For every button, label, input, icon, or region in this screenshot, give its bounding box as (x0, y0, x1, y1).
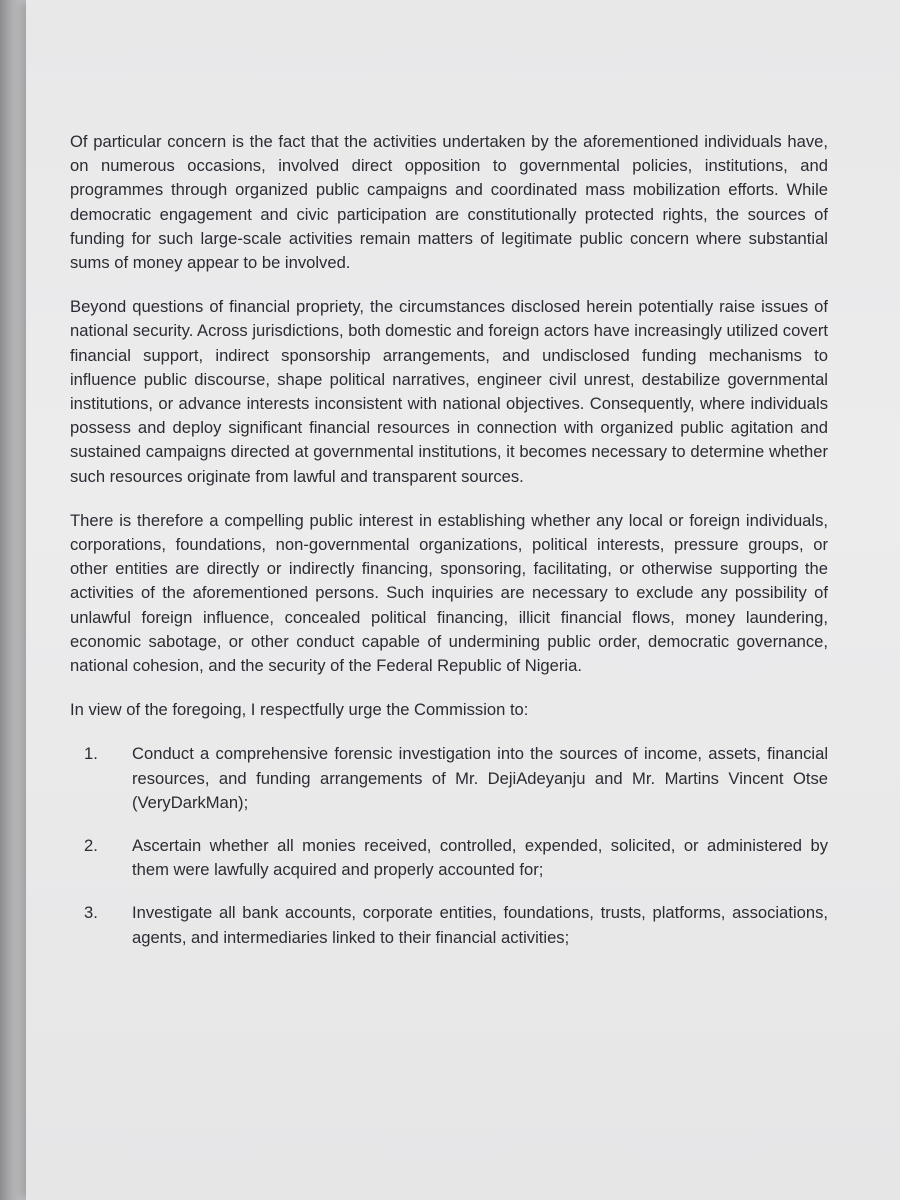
request-item-3 (70, 901, 828, 949)
request-item-number: 3. (84, 903, 98, 923)
request-intro: In view of the foregoing, I respectfully urge the Commission to: (70, 700, 529, 720)
request-item-text: Ascertain whether all monies received, controlled, expended, solicited, or administered by them were lawfully acquired and properly accounted for; (132, 836, 828, 880)
request-item-number: 1. (84, 744, 98, 764)
request-item-2 (70, 834, 828, 882)
paragraph-national-security: Beyond questions of financial propriety, the circumstances disclosed herein potentially raise issues of national security. Across jurisdictions, both domestic and foreign actors have increasingly utilized covert financial support, indirect sponsorship arrangements, and undisclosed funding mechanisms to influence public discourse, shape political narratives, engineer civil unrest, destabilize governmental institutions, or advance interests inconsistent with national objectives. Consequently, where individuals possess and deploy significant financial resources in connection with organized public agitation and sustained campaigns directed at governmental institutions, it becomes necessary to determine whether such resources originate from lawful and transparent sources. (70, 297, 828, 486)
request-item-1 (70, 742, 828, 815)
paragraph-funding-concern: Of particular concern is the fact that the activities undertaken by the aforementioned individuals have, on numerous occasions, involved direct opposition to governmental policies, institutions, and programmes through organized public campaigns and coordinated mass mobilization efforts. While democratic engagement and civic participation are constitutionally protected rights, the sources of funding for such large-scale activities remain matters of legitimate public concern where substantial sums of money appear to be involved. (70, 132, 828, 273)
request-item-text: Conduct a comprehensive forensic investigation into the sources of income, assets, financial resources, and funding arrangements of Mr. DejiAdeyanju and Mr. Martins Vincent Otse (VeryDarkMan); (132, 744, 828, 812)
request-item-text: Investigate all bank accounts, corporate entities, foundations, trusts, platforms, associations, agents, and intermediaries linked to their financial activities; (132, 903, 828, 947)
paragraph-public-interest: There is therefore a compelling public interest in establishing whether any local or foreign individuals, corporations, foundations, non-governmental organizations, political interests, pressure groups, or other entities are directly or indirectly financing, sponsoring, facilitating, or otherwise supporting the activities of the aforementioned persons. Such inquiries are necessary to exclude any possibility of unlawful foreign influence, concealed political financing, illicit financial flows, money laundering, economic sabotage, or other conduct capable of undermining public order, democratic governance, national cohesion, and the security of the Federal Republic of Nigeria. (70, 510, 828, 676)
show-through-text (176, 92, 816, 122)
request-item-number: 2. (84, 836, 98, 856)
document-body (70, 130, 828, 969)
